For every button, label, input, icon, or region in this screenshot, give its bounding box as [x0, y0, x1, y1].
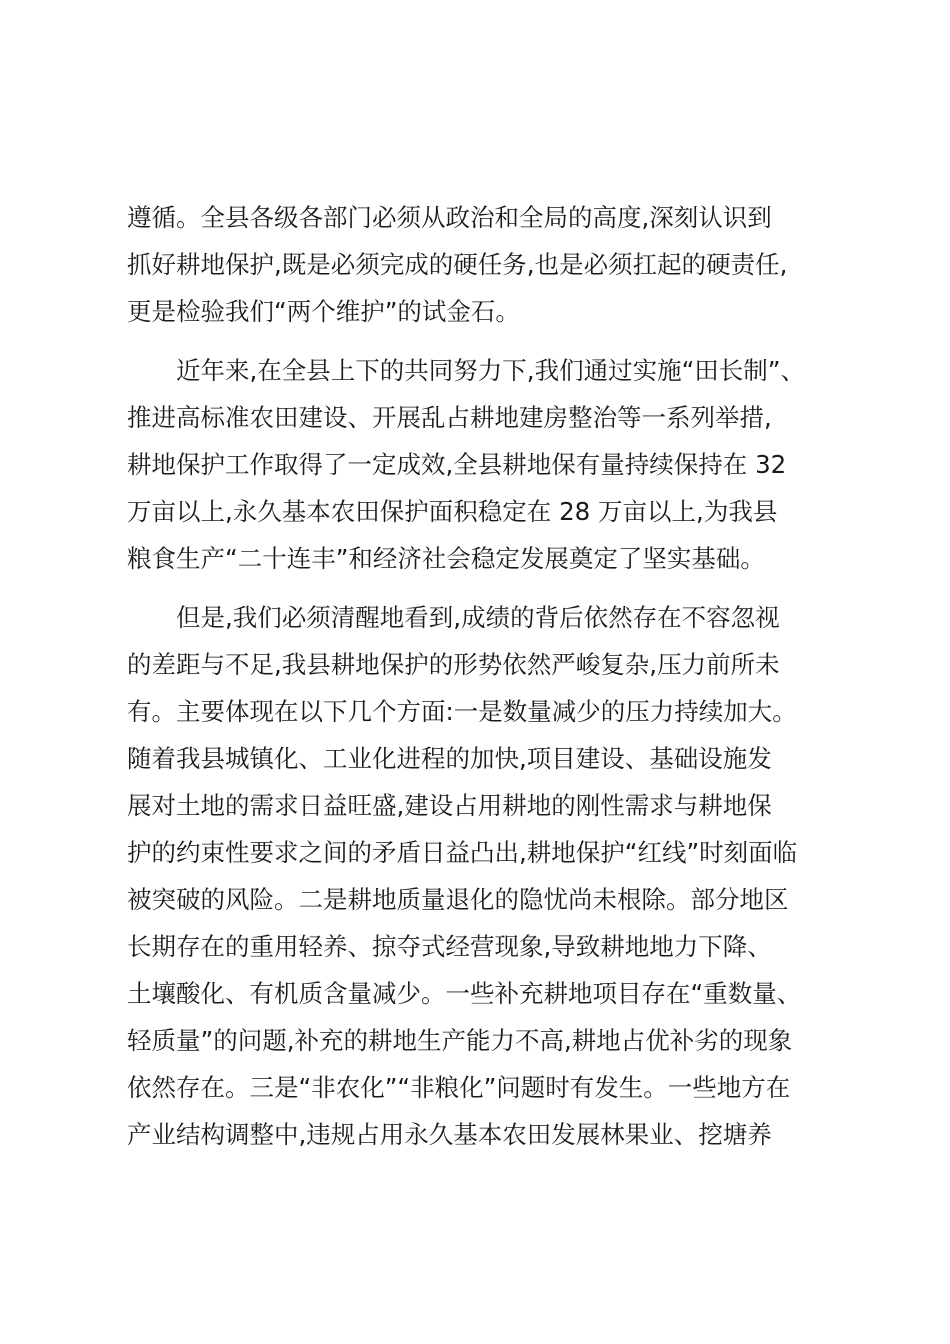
text-line: 被突破的风险。二是耕地质量退化的隐忧尚未根除。部分地区 [127, 885, 789, 914]
text-line: 长期存在的重用轻养、掠夺式经营现象,导致耕地地力下降、 [127, 932, 772, 961]
text-line: 但是,我们必须清醒地看到,成绩的背后依然存在不容忽视 [176, 603, 780, 632]
text-line: 万亩以上,永久基本农田保护面积稳定在 28 万亩以上,为我县 [127, 497, 778, 526]
text-line: 更是检验我们“两个维护”的试金石。 [127, 297, 520, 326]
text-line: 依然存在。三是“非农化”“非粮化”问题时有发生。一些地方在 [127, 1073, 791, 1102]
text-line: 产业结构调整中,违规占用永久基本农田发展林果业、挖塘养 [127, 1120, 772, 1149]
paragraph-3 [127, 594, 827, 1158]
text-line: 护的约束性要求之间的矛盾日益凸出,耕地保护“红线”时刻面临 [127, 838, 798, 867]
text-line: 推进高标准农田建设、开展乱占耕地建房整治等一系列举措, [127, 403, 772, 432]
text-line: 粮食生产“二十连丰”和经济社会稳定发展奠定了坚实基础。 [127, 544, 765, 573]
document-body [127, 194, 827, 1158]
text-line: 随着我县城镇化、工业化进程的加快,项目建设、基础设施发 [127, 744, 772, 773]
text-line: 抓好耕地保护,既是必须完成的硬任务,也是必须扛起的硬责任, [127, 250, 788, 279]
text-line: 展对土地的需求日益旺盛,建设占用耕地的刚性需求与耕地保 [127, 791, 772, 820]
paragraph-2 [127, 347, 827, 582]
text-line: 土壤酸化、有机质含量减少。一些补充耕地项目存在“重数量、 [127, 979, 802, 1008]
text-line: 遵循。全县各级各部门必须从政治和全局的高度,深刻认识到 [127, 203, 772, 232]
text-line: 耕地保护工作取得了一定成效,全县耕地保有量持续保持在 32 [127, 450, 787, 479]
text-line: 的差距与不足,我县耕地保护的形势依然严峻复杂,压力前所未 [127, 650, 780, 679]
text-line: 近年来,在全县上下的共同努力下,我们通过实施“田长制”、 [176, 356, 805, 385]
text-line: 有。主要体现在以下几个方面:一是数量减少的压力持续加大。 [127, 697, 797, 726]
paragraph-1 [127, 194, 827, 335]
text-line: 轻质量”的问题,补充的耕地生产能力不高,耕地占优补劣的现象 [127, 1026, 793, 1055]
